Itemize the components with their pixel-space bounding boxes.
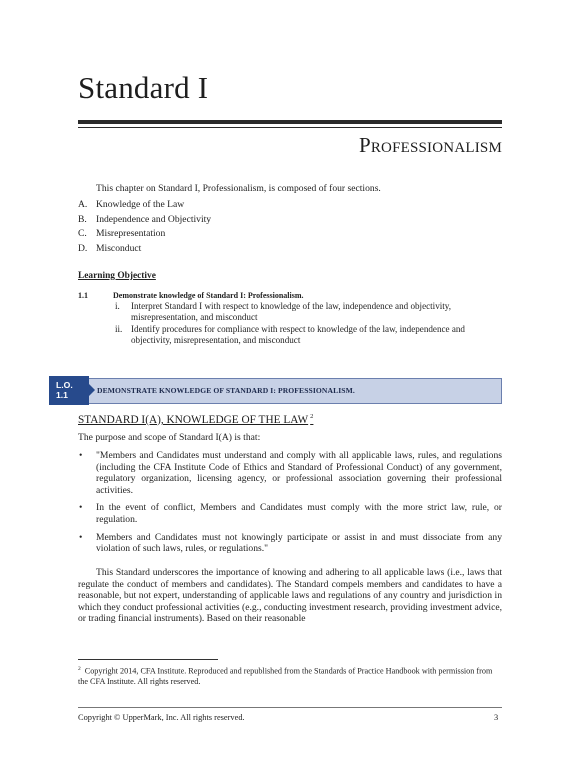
title-rule-thin xyxy=(78,127,502,128)
bullet-text: Members and Candidates must not knowingly participate or assist in and must dissociate from any violation of such laws, rules, or regulations." xyxy=(96,531,502,555)
chapter-subtitle: Professionalism xyxy=(358,133,502,157)
bullet-text: "Members and Candidates must understand and comply with all applicable laws, rules, and regulations (including the CFA Institute Code of Ethics and Standard of Professional Conduct) of any government, regulatory organization, licensing agency, or professional association governing their professional activities. xyxy=(96,450,502,496)
section-item xyxy=(78,198,211,213)
bullet-item xyxy=(78,502,502,525)
footnote-divider xyxy=(78,659,218,660)
bullet-icon: • xyxy=(79,531,83,543)
section-label: Misconduct xyxy=(96,242,142,254)
learning-objective-heading: Learning Objective xyxy=(78,271,156,281)
footer-copyright: Copyright © UpperMark, Inc. All rights reserved. xyxy=(78,713,245,722)
bullet-icon: • xyxy=(79,450,83,461)
lo-tab-line1: L.O. xyxy=(56,380,73,390)
section-item xyxy=(78,227,211,242)
footnote-marker: 2 xyxy=(78,666,81,672)
body-paragraph: This Standard underscores the importance of knowing and adhering to all applicable laws (i.e., laws that regulate the conduct of members and candidates). The Standard compels members and candidates to have a reasonable, but not expert, understanding of applicable laws and regulations of any country and jurisdiction in which they conduct professional activities (e.g., conducting investment research, providing investment advice, or trading financial instruments). Based on their reasonable xyxy=(78,567,502,625)
learning-objective-item xyxy=(113,324,505,346)
section-label: Misrepresentation xyxy=(96,228,166,240)
intro-text: This chapter on Standard I, Professionalism, is composed of four sections. xyxy=(96,183,381,194)
item-numeral: ii. xyxy=(115,323,123,334)
learning-objective-items xyxy=(113,301,505,347)
page-number: 3 xyxy=(494,713,499,722)
footnote-text: Copyright 2014, CFA Institute. Reproduced and republished from the Standards of Practice Handbook with permission from the CFA Institute. All rights reserved. xyxy=(78,666,493,686)
learning-objective-item xyxy=(113,301,505,323)
section-item xyxy=(78,213,211,228)
section-list xyxy=(78,198,211,256)
section-letter: A. xyxy=(78,199,88,210)
item-text: Interpret Standard I with respect to knowledge of the law, independence and objectivity, misrepresentation, and misconduct xyxy=(131,301,452,322)
bullet-list xyxy=(78,450,502,561)
footnote-reference: 2 xyxy=(310,413,314,420)
bullet-text: In the event of conflict, Members and Candidates must comply with the more strict law, rule, or regulation. xyxy=(96,502,502,525)
section-item xyxy=(78,242,211,257)
lo-tab-line2: 1.1 xyxy=(56,390,68,400)
section-letter: B. xyxy=(78,213,87,225)
bullet-item xyxy=(78,450,502,496)
section-letter: D. xyxy=(78,242,88,254)
standard-heading xyxy=(78,413,313,426)
banner-arrow-icon xyxy=(89,384,95,396)
learning-objective-number: 1.1 xyxy=(78,291,88,300)
item-text: Identify procedures for compliance with respect to knowledge of the law, independence and objectivity, misrepresentation, and misconduct xyxy=(131,323,465,345)
section-letter: C. xyxy=(78,228,87,240)
lo-banner-tab xyxy=(49,376,89,405)
lo-banner-text: DEMONSTRATE KNOWLEDGE OF STANDARD I: PROFESSIONALISM. xyxy=(97,386,355,395)
footnote xyxy=(78,664,502,687)
section-label: Knowledge of the Law xyxy=(96,199,185,210)
bullet-item xyxy=(78,532,502,555)
bullet-icon: • xyxy=(79,502,83,514)
section-label: Independence and Objectivity xyxy=(96,213,212,225)
footer-divider xyxy=(78,707,502,708)
item-numeral: i. xyxy=(115,301,120,311)
chapter-title: Standard I xyxy=(78,70,209,105)
standard-heading-text: STANDARD I(A), KNOWLEDGE OF THE LAW xyxy=(78,413,309,426)
purpose-text: The purpose and scope of Standard I(A) is that: xyxy=(78,432,261,443)
learning-objective-title: Demonstrate knowledge of Standard I: Professionalism. xyxy=(113,291,304,300)
title-rule-thick xyxy=(78,120,502,124)
